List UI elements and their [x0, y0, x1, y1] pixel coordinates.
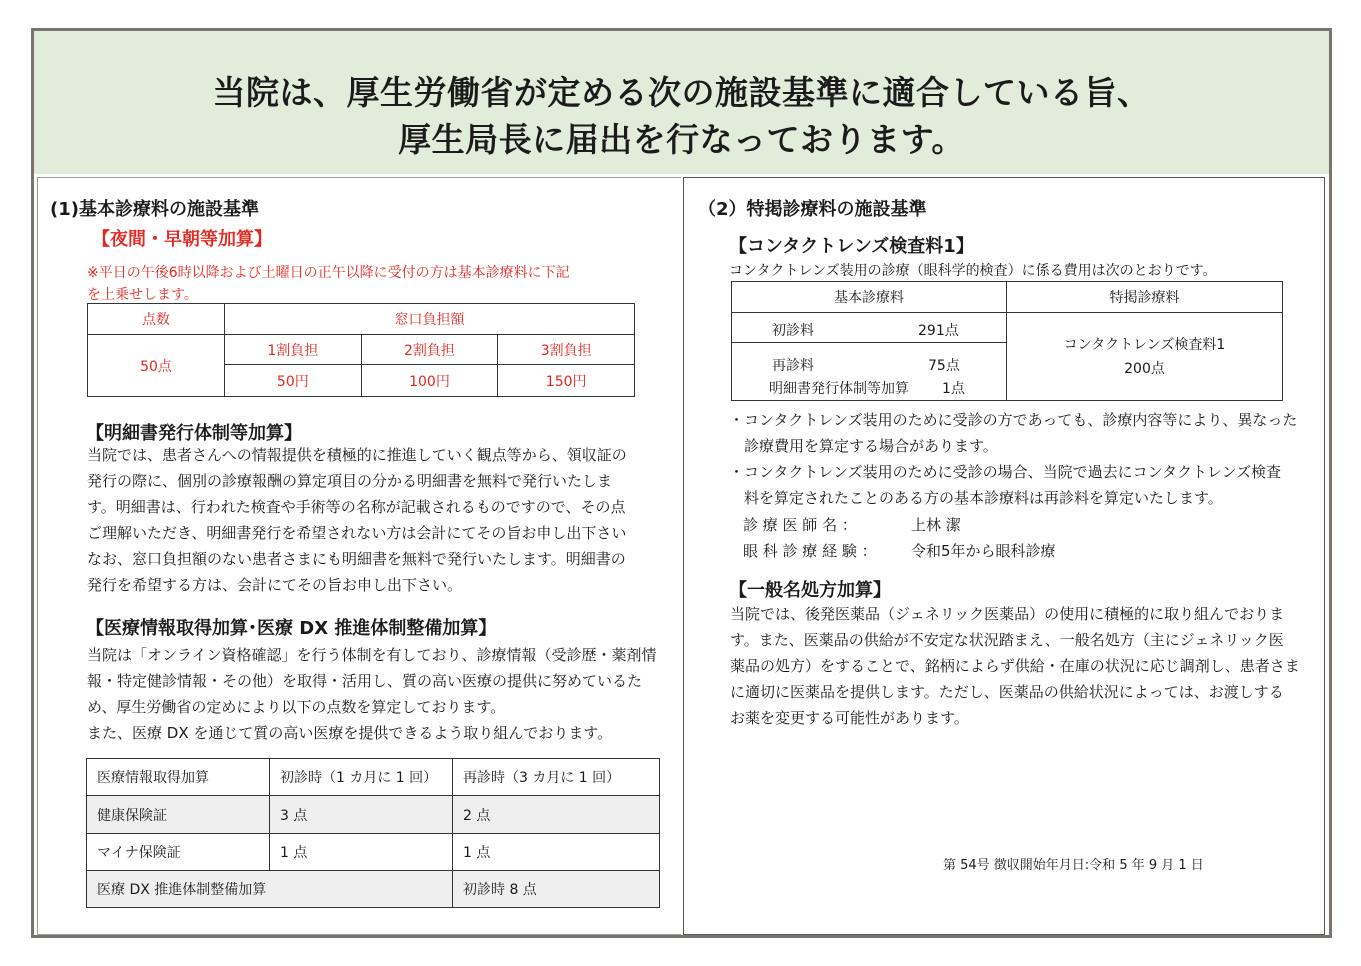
- meisai-line: 発行を希望する方は、会計にてその旨お申し出下さい。: [87, 576, 463, 594]
- special-fee-header: 特掲診療料: [1007, 282, 1283, 313]
- notification-footer: 第 54号 徴収開始年月日:令和 5 年 9 月 1 日: [943, 858, 1204, 873]
- dx-cell: 初診時 8 点: [453, 871, 660, 908]
- night-surcharge-table: [87, 303, 635, 397]
- header-banner: [34, 31, 1329, 174]
- meisai-line: なお、窓口負担額のない患者さまにも明細書を無料で発行いたします。明細書の: [87, 550, 626, 568]
- doctor-label: 診 療 医 師 名 ：: [743, 516, 857, 534]
- meisai-heading: 【明細書発行体制等加算】: [86, 423, 302, 444]
- basic-fee-section-title: (1)基本診療料の施設基準: [50, 199, 259, 220]
- dx-line: 当院は「オンライン資格確認」を行う体制を有しており、診療情報（受診歴・薬剤情: [87, 646, 657, 664]
- copay-30-amount: 150円: [498, 365, 635, 397]
- dx-line: また、医療 DX を通じて質の高い医療を提供できるよう取り組んでおります。: [87, 724, 613, 742]
- dx-cell: 1 点: [270, 834, 453, 871]
- basic-fee-header: 基本診療料: [732, 282, 1007, 313]
- meisai-line: ご理解いただき、明細書発行を希望されない方は会計にてその旨お申し出下さい: [87, 524, 627, 542]
- first-visit-cell: [732, 313, 1007, 343]
- contact-lens-fee-points: 200点: [1124, 360, 1165, 377]
- generic-line: す。また、医薬品の供給が不安定な状況踏まえ、一般名処方（主にジェネリック医: [730, 631, 1284, 649]
- contact-lens-fee-label: コンタクトレンズ検査料1: [1063, 336, 1226, 353]
- revisit-points: 75点: [928, 358, 960, 374]
- special-fee-section-title: （2）特掲診療料の施設基準: [698, 199, 927, 220]
- dx-cell: マイナ保険証: [87, 834, 270, 871]
- copay-10-header: 1割負担: [225, 335, 362, 365]
- dx-line: 報・特定健診情報・その他）を取得・活用し、質の高い医療の提供に努めているた: [87, 672, 643, 690]
- generic-rx-paragraph: [730, 601, 1320, 731]
- meisai-line: す。明細書は、行われた検査や手術等の名称が記載されるものですので、その点: [87, 498, 626, 516]
- doctor-name: 上林 潔: [911, 516, 961, 534]
- copay-20-header: 2割負担: [361, 335, 498, 365]
- experience-value: 令和5年から眼科診療: [911, 542, 1056, 560]
- generic-line: に適切に医薬品を提供します。ただし、医薬品の供給状況によっては、お渡しする: [730, 683, 1284, 701]
- meisai-paragraph: [87, 442, 677, 598]
- dx-paragraph: [87, 642, 677, 746]
- banner-line-1: 当院は、厚生労働省が定める次の施設基準に適合している旨、: [212, 73, 1151, 112]
- note-line: ・コンタクトレンズ装用のために受診の場合、当院で過去にコンタクトレンズ検査: [729, 463, 1282, 481]
- generic-line: お薬を変更する可能性があります。: [730, 709, 969, 727]
- first-visit-label: 初診料: [772, 323, 814, 339]
- dx-line: め、厚生労働省の定めにより以下の点数を算定しております。: [87, 698, 506, 716]
- points-header: 点数: [88, 304, 225, 335]
- points-value: 50点: [88, 335, 225, 397]
- contact-lens-intro: コンタクトレンズ装用の診療（眼科学的検査）に係る費用は次のとおりです。: [729, 263, 1217, 279]
- copay-10-amount: 50円: [225, 365, 362, 397]
- dx-cell: 1 点: [453, 834, 660, 871]
- dx-cell: 3 点: [270, 796, 453, 834]
- night-note-line-2: を上乗せします。: [87, 287, 198, 303]
- copay-30-header: 3割負担: [498, 335, 635, 365]
- copay-20-amount: 100円: [361, 365, 498, 397]
- dx-cell: 初診時（1 カ月に 1 回）: [270, 759, 453, 796]
- dx-cell: 2 点: [453, 796, 660, 834]
- dx-cell: 再診時（3 カ月に 1 回）: [453, 759, 660, 796]
- meisai-addition-label: 明細書発行体制等加算: [769, 381, 909, 397]
- banner-line-2: 厚生局長に届出を行なっております。: [398, 120, 965, 159]
- contact-lens-fee-cell: [1007, 313, 1283, 401]
- dx-heading: 【医療情報取得加算･医療 DX 推進体制整備加算】: [86, 618, 497, 639]
- experience-label: 眼 科 診 療 経 験 ：: [743, 542, 877, 560]
- note-line: ・コンタクトレンズ装用のために受診の方であっても、診療内容等により、異なった: [729, 411, 1298, 429]
- copay-header: 窓口負担額: [225, 304, 635, 335]
- contact-lens-table: [731, 281, 1283, 401]
- night-note-line-1: ※平日の午後6時以降および土曜日の正午以降に受付の方は基本診療料に下記: [87, 265, 570, 281]
- generic-rx-heading: 【一般名処方加算】: [729, 580, 891, 601]
- first-visit-points: 291点: [918, 323, 959, 339]
- dx-cell: 医療情報取得加算: [87, 759, 270, 796]
- contact-lens-notes: [729, 407, 1319, 511]
- generic-line: 薬品の処方）をすることで、銘柄によらず供給・在庫の状況に応じ調剤し、患者さま: [730, 657, 1300, 675]
- contact-lens-heading: 【コンタクトレンズ検査料1】: [729, 236, 974, 257]
- meisai-line: 当院では、患者さんへの情報提供を積極的に推進していく観点等から、領収証の: [87, 446, 627, 464]
- note-line: 診療費用を算定する場合があります。: [729, 437, 998, 455]
- night-surcharge-heading: 【夜間・早朝等加算】: [92, 229, 272, 250]
- meisai-addition-points: 1点: [942, 381, 965, 397]
- revisit-label: 再診料: [772, 358, 814, 374]
- note-line: 料を算定されたことのある方の基本診療料は再診料を算定いたします。: [729, 489, 1223, 507]
- meisai-line: 発行の際に、個別の診療報酬の算定項目の分かる明細書を無料で発行いたしま: [87, 472, 613, 490]
- dx-cell: 健康保険証: [87, 796, 270, 834]
- revisit-cell: [732, 343, 1007, 401]
- dx-points-table: [86, 758, 660, 908]
- generic-line: 当院では、後発医薬品（ジェネリック医薬品）の使用に積極的に取り組んでおりま: [730, 605, 1285, 623]
- dx-cell: 医療 DX 推進体制整備加算: [87, 871, 453, 908]
